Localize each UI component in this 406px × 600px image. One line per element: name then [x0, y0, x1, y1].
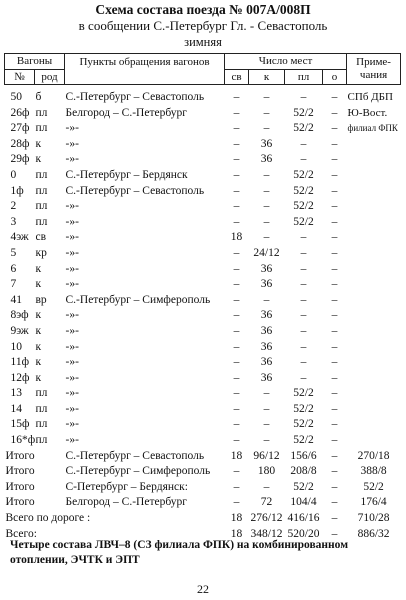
- seats-o: –: [331, 324, 338, 337]
- seats-k: 24/12: [253, 246, 280, 259]
- note: [347, 386, 401, 402]
- note: [347, 371, 401, 387]
- seats-o: –: [331, 153, 338, 166]
- note: [347, 262, 401, 278]
- seats-pl: –: [300, 340, 307, 353]
- route: -»-: [65, 122, 79, 135]
- wagon-type: вр: [35, 293, 47, 306]
- route: -»-: [65, 137, 79, 150]
- route: -»-: [65, 246, 79, 259]
- table-row: [5, 417, 401, 433]
- header-num: №: [5, 70, 35, 85]
- wagon-type: к: [35, 278, 42, 291]
- grand-k: 276/12: [250, 512, 283, 525]
- grand-o: –: [331, 527, 338, 540]
- note: [347, 308, 401, 324]
- seats-k: 36: [260, 278, 273, 291]
- seats-pl: –: [300, 324, 307, 337]
- seats-o: –: [331, 309, 338, 322]
- note: [347, 184, 401, 200]
- seats-k: –: [263, 215, 270, 228]
- wagon-number: 26ф: [10, 106, 30, 119]
- season-label: зимняя: [184, 35, 222, 49]
- wagon-type: св: [35, 231, 47, 244]
- table-row: [5, 168, 401, 184]
- header-wagons: Вагоны: [5, 54, 65, 70]
- total-o: –: [331, 449, 338, 462]
- seats-k: –: [263, 402, 270, 415]
- total-k: –: [263, 480, 270, 493]
- grand-sv: 18: [230, 512, 243, 525]
- seats-o: –: [331, 91, 338, 103]
- note: [347, 402, 401, 418]
- seats-sv: –: [233, 200, 240, 213]
- total-label: Итого: [5, 465, 35, 478]
- seats-k: 36: [260, 356, 273, 369]
- seats-sv: –: [233, 293, 240, 306]
- route: -»-: [65, 153, 79, 166]
- grand-k: 348/12: [250, 527, 283, 540]
- total-route: С.-Петербург – Севастополь: [65, 449, 205, 462]
- grand-sv: 18: [230, 527, 243, 540]
- header-type: род: [35, 70, 65, 85]
- grand-total-row: [5, 511, 401, 527]
- seats-pl: –: [300, 137, 307, 150]
- table-row: [5, 121, 401, 137]
- table-row: [5, 402, 401, 418]
- wagon-number: 0: [10, 168, 17, 181]
- seats-sv: –: [233, 356, 240, 369]
- wagon-number: 10: [10, 340, 22, 353]
- total-sum: 52/2: [363, 480, 384, 493]
- note: [347, 230, 401, 246]
- wagon-type: пл: [35, 184, 48, 197]
- seats-pl: 52/2: [293, 402, 314, 415]
- route: Белгород – С.-Петербург: [65, 106, 187, 119]
- route: -»-: [65, 418, 79, 431]
- wagon-number: 9эж: [10, 324, 29, 337]
- wagon-type: к: [35, 340, 42, 353]
- total-row: [5, 480, 401, 496]
- seats-pl: –: [300, 153, 307, 166]
- seats-o: –: [331, 371, 338, 384]
- wagon-number: 41: [10, 293, 22, 306]
- total-k: 180: [257, 465, 276, 478]
- route: -»-: [65, 278, 79, 291]
- seats-pl: –: [300, 246, 307, 259]
- wagon-number: 13: [10, 387, 22, 400]
- table-row: [5, 152, 401, 168]
- grand-sum: 886/32: [357, 527, 390, 540]
- table-row: [5, 386, 401, 402]
- wagon-type: к: [35, 309, 42, 322]
- total-row: [5, 449, 401, 465]
- note: [347, 168, 401, 184]
- seats-pl: –: [300, 262, 307, 275]
- footnote: [10, 538, 398, 568]
- seats-k: –: [263, 434, 270, 447]
- table-row: [5, 137, 401, 153]
- seats-o: –: [331, 262, 338, 275]
- seats-o: –: [331, 356, 338, 369]
- table-row: [5, 230, 401, 246]
- seats-o: –: [331, 231, 338, 244]
- seats-sv: –: [233, 168, 240, 181]
- total-route: С-Петербург – Бердянск:: [65, 480, 188, 493]
- seats-k: –: [263, 122, 270, 135]
- wagon-type: пл: [35, 215, 48, 228]
- wagon-number: 28ф: [10, 137, 30, 150]
- seats-sv: –: [233, 106, 240, 119]
- seats-pl: –: [300, 231, 307, 244]
- note: [347, 152, 401, 168]
- seats-pl: 52/2: [293, 184, 314, 197]
- table-row: [5, 85, 401, 106]
- seats-k: –: [263, 387, 270, 400]
- seats-sv: –: [233, 309, 240, 322]
- grand-pl: 520/20: [287, 527, 320, 540]
- table-row: [5, 355, 401, 371]
- wagon-type: к: [35, 356, 42, 369]
- wagon-type: к: [35, 153, 42, 166]
- total-label: Итого: [5, 449, 35, 462]
- note: [347, 137, 401, 153]
- total-sv: 18: [230, 449, 243, 462]
- route: -»-: [65, 402, 79, 415]
- route: -»-: [65, 309, 79, 322]
- note: [347, 293, 401, 309]
- total-pl: 52/2: [293, 480, 314, 493]
- composition-table: [4, 53, 401, 542]
- total-o: –: [331, 465, 338, 478]
- wagon-type: пл: [35, 200, 48, 213]
- seats-k: 36: [260, 324, 273, 337]
- seats-o: –: [331, 168, 338, 181]
- seats-o: –: [331, 215, 338, 228]
- seats-pl: 52/2: [293, 106, 314, 119]
- note: [347, 433, 401, 449]
- wagon-type: к: [35, 324, 42, 337]
- seats-o: –: [331, 246, 338, 259]
- seats-o: –: [331, 106, 338, 119]
- seats-o: –: [331, 293, 338, 306]
- table-row: [5, 262, 401, 278]
- grand-sum: 710/28: [357, 512, 390, 525]
- route: С.-Петербург – Бердянск: [65, 168, 188, 181]
- seats-k: –: [263, 168, 270, 181]
- seats-pl: –: [300, 293, 307, 306]
- route: -»-: [65, 356, 79, 369]
- header-sv: св: [225, 70, 249, 85]
- seats-pl: –: [300, 356, 307, 369]
- total-route: Белгород – С.-Петербург: [65, 496, 187, 509]
- seats-sv: –: [233, 262, 240, 275]
- table-row: [5, 308, 401, 324]
- wagon-type: пл: [35, 106, 48, 119]
- wagon-number: 6: [10, 262, 17, 275]
- seats-o: –: [331, 137, 338, 150]
- seats-pl: 52/2: [293, 387, 314, 400]
- route: -»-: [65, 200, 79, 213]
- route: -»-: [65, 340, 79, 353]
- footnote-line: отоплении, ЭЧТК и ЭПТ: [10, 554, 140, 566]
- note: [347, 277, 401, 293]
- table-row: [5, 184, 401, 200]
- note: [347, 355, 401, 371]
- seats-sv: 18: [230, 231, 243, 244]
- note: [347, 199, 401, 215]
- seats-sv: –: [233, 153, 240, 166]
- wagon-number: 2: [10, 200, 17, 213]
- seats-sv: –: [233, 137, 240, 150]
- table-row: [5, 324, 401, 340]
- total-sv: –: [233, 496, 240, 509]
- wagon-number: 16*ф: [10, 434, 36, 447]
- total-o: –: [331, 480, 338, 493]
- route: -»-: [65, 262, 79, 275]
- seats-pl: –: [300, 371, 307, 384]
- table-row: [5, 293, 401, 309]
- seats-sv: –: [233, 324, 240, 337]
- grand-total-label: Всего по дороге :: [5, 512, 91, 525]
- table-row: [5, 340, 401, 356]
- wagon-number: 27ф: [10, 122, 30, 135]
- seats-sv: –: [233, 184, 240, 197]
- wagon-number: 7: [10, 278, 17, 291]
- seats-k: 36: [260, 309, 273, 322]
- total-k: 96/12: [253, 449, 280, 462]
- total-sv: –: [233, 465, 240, 478]
- seats-k: –: [263, 184, 270, 197]
- seats-sv: –: [233, 278, 240, 291]
- seats-k: –: [263, 106, 270, 119]
- header-k: к: [249, 70, 285, 85]
- note: [347, 340, 401, 356]
- wagon-type: кр: [35, 246, 47, 259]
- route: -»-: [65, 371, 79, 384]
- table-row: [5, 371, 401, 387]
- route: -»-: [65, 434, 79, 447]
- total-sv: –: [233, 480, 240, 493]
- total-row: [5, 464, 401, 480]
- header-o: о: [323, 70, 347, 85]
- table-row: [5, 199, 401, 215]
- header-seats: Число мест: [225, 54, 347, 70]
- wagon-number: 50: [10, 91, 22, 103]
- page-title: Схема состава поезда № 007А/008П: [95, 2, 311, 17]
- total-o: –: [331, 496, 338, 509]
- seats-k: 36: [260, 262, 273, 275]
- seats-k: –: [263, 231, 270, 244]
- wagon-number: 11ф: [10, 356, 30, 369]
- seats-k: 36: [260, 153, 273, 166]
- route: С.-Петербург – Симферополь: [65, 293, 211, 306]
- seats-k: 36: [260, 137, 273, 150]
- table-row: [5, 106, 401, 122]
- wagon-number: 5: [10, 246, 17, 259]
- seats-k: –: [263, 418, 270, 431]
- seats-pl: 52/2: [293, 200, 314, 213]
- total-label: Итого: [5, 496, 35, 509]
- seats-sv: –: [233, 215, 240, 228]
- total-sum: 176/4: [360, 496, 387, 509]
- note: Ю-Вост.: [347, 106, 388, 119]
- seats-sv: –: [233, 340, 240, 353]
- seats-pl: 52/2: [293, 434, 314, 447]
- wagon-type: к: [35, 371, 42, 384]
- note: филиал ФПК: [347, 123, 398, 134]
- grand-o: –: [331, 512, 338, 525]
- seats-pl: 52/2: [293, 418, 314, 431]
- seats-sv: –: [233, 434, 240, 447]
- wagon-number: 4эж: [10, 231, 29, 244]
- seats-o: –: [331, 200, 338, 213]
- seats-k: –: [263, 200, 270, 213]
- seats-o: –: [331, 340, 338, 353]
- route: -»-: [65, 231, 79, 244]
- note: [347, 417, 401, 433]
- wagon-type: пл: [35, 168, 48, 181]
- route: -»-: [65, 324, 79, 337]
- header-pl: пл: [285, 70, 323, 85]
- seats-pl: –: [300, 309, 307, 322]
- wagon-type: пл: [35, 122, 48, 135]
- table-row: [5, 215, 401, 231]
- seats-sv: –: [233, 371, 240, 384]
- route: -»-: [65, 215, 79, 228]
- total-sum: 388/8: [360, 465, 387, 478]
- total-label: Итого: [5, 480, 35, 493]
- seats-k: –: [263, 91, 270, 103]
- seats-o: –: [331, 122, 338, 135]
- seats-o: –: [331, 184, 338, 197]
- seats-sv: –: [233, 387, 240, 400]
- grand-total-label: Всего:: [5, 527, 37, 540]
- seats-o: –: [331, 387, 338, 400]
- seats-sv: –: [233, 402, 240, 415]
- seats-o: –: [331, 418, 338, 431]
- total-row: [5, 495, 401, 511]
- grand-pl: 416/16: [287, 512, 320, 525]
- note: [347, 215, 401, 231]
- note: СПб ДБП: [347, 91, 393, 103]
- total-route: С.-Петербург – Симферополь: [65, 465, 211, 478]
- wagon-type: пл: [35, 434, 48, 447]
- wagon-number: 14: [10, 402, 22, 415]
- wagon-type: пл: [35, 387, 48, 400]
- seats-sv: –: [233, 91, 240, 103]
- total-pl: 208/8: [290, 465, 317, 478]
- seats-o: –: [331, 434, 338, 447]
- seats-sv: –: [233, 418, 240, 431]
- seats-pl: –: [300, 278, 307, 291]
- seats-sv: –: [233, 122, 240, 135]
- seats-pl: 52/2: [293, 168, 314, 181]
- wagon-number: 29ф: [10, 153, 30, 166]
- wagon-number: 8эф: [10, 309, 29, 322]
- wagon-type: к: [35, 137, 42, 150]
- page-number: 22: [197, 582, 209, 596]
- table-row: [5, 246, 401, 262]
- seats-k: 36: [260, 340, 273, 353]
- footnote-line: Четыре состава ЛВЧ–8 (СЗ филиала ФПК) на комбинированном: [10, 539, 349, 551]
- seats-k: –: [263, 293, 270, 306]
- note: [347, 246, 401, 262]
- seats-o: –: [331, 278, 338, 291]
- table-row: [5, 433, 401, 449]
- wagon-type: пл: [35, 402, 48, 415]
- header-points: Пункты обращения вагонов: [65, 54, 225, 85]
- seats-pl: 52/2: [293, 215, 314, 228]
- wagon-type: к: [35, 262, 42, 275]
- wagon-type: пл: [35, 418, 48, 431]
- seats-o: –: [331, 402, 338, 415]
- total-sum: 270/18: [357, 449, 390, 462]
- seats-pl: 52/2: [293, 122, 314, 135]
- seats-k: 36: [260, 371, 273, 384]
- note: [347, 324, 401, 340]
- wagon-type: б: [35, 91, 42, 103]
- seats-sv: –: [233, 246, 240, 259]
- total-k: 72: [260, 496, 273, 509]
- route: С.-Петербург – Севастополь: [65, 184, 205, 197]
- header-note: Приме-чания: [347, 54, 401, 85]
- total-pl: 104/4: [290, 496, 317, 509]
- seats-pl: –: [300, 91, 307, 103]
- table-row: [5, 277, 401, 293]
- wagon-number: 12ф: [10, 371, 30, 384]
- total-pl: 156/6: [290, 449, 317, 462]
- wagon-number: 1ф: [10, 184, 24, 197]
- page-subtitle: в сообщении С.-Петербург Гл. - Севастополь: [78, 18, 328, 33]
- route: С.-Петербург – Севастополь: [65, 91, 205, 103]
- wagon-number: 3: [10, 215, 17, 228]
- route: -»-: [65, 387, 79, 400]
- wagon-number: 15ф: [10, 418, 30, 431]
